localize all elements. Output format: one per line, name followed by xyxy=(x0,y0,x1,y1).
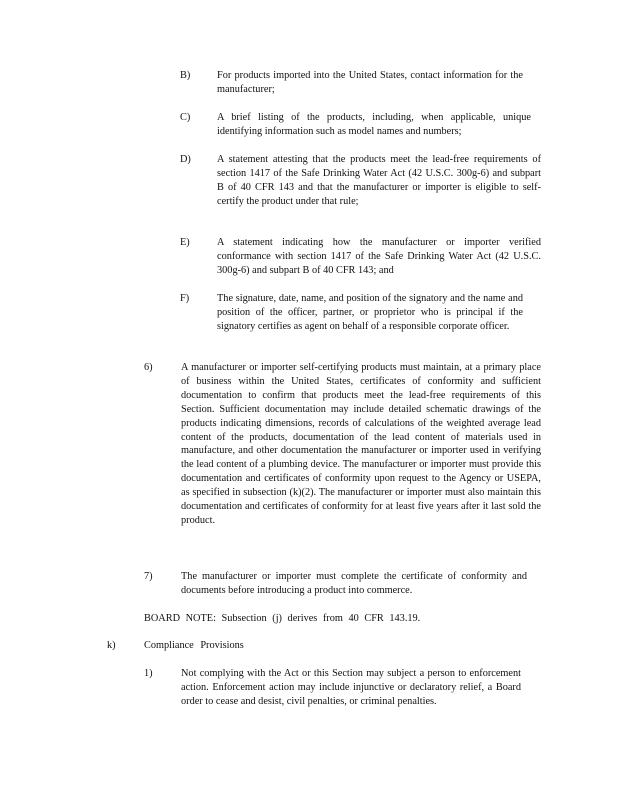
item-text-7: The manufacturer or importer must complete the certificate of conformity and documents before introducing a product into commerce. xyxy=(181,571,527,596)
item-label-7: 7) xyxy=(144,571,153,582)
sub-item-text-b: For products imported into the United States, contact information for the manufacturer; xyxy=(217,70,523,95)
section-k-item-label-1: 1) xyxy=(144,668,153,679)
sub-item-label-c: C) xyxy=(180,112,191,123)
board-note: BOARD NOTE: Subsection (j) derives from 40 CFR 143.19. xyxy=(144,613,421,624)
sub-item-text-c: A brief listing of the products, including, when applicable, unique identifying information such as model names and numbers; xyxy=(217,112,531,137)
item-label-6: 6) xyxy=(144,362,153,373)
sub-item-text-d: A statement attesting that the products meet the lead-free requirements of section 1417 of the Safe Drinking Water Act (42 U.S.C. 300g-6) and subpart B of 40 CFR 143 and that the manufacturer or importer is eligible to self-certify the product under that rule; xyxy=(217,154,541,207)
sub-item-label-e: E) xyxy=(180,237,190,248)
sub-item-label-d: D) xyxy=(180,154,191,165)
sub-item-label-f: F) xyxy=(180,293,190,304)
item-text-6: A manufacturer or importer self-certifying products must maintain, at a primary place of business within the United States, certificates of conformity and sufficient documentation to confirm that products meet the lead-free requirements of this Section. Sufficient documentation may include detailed schematic drawings of the products indicating dimensions, records of calculations of the weighted average lead content of the products, documentation of the lead content of materials used in manufacture, and other documentation the manufacturer or importer used in verifying the lead content of a plumbing device. The manufacturer or importer must provide this documentation and certificates of conformity upon request to the Agency or USEPA, as specified in subsection (k)(2). The manufacturer or importer must also maintain this documentation and certificates of conformity for at least five years after it last sold the product. xyxy=(181,362,541,526)
section-k-heading: Compliance Provisions xyxy=(144,640,244,651)
sub-item-text-e: A statement indicating how the manufacturer or importer verified conformance with section 1417 of the Safe Drinking Water Act (42 U.S.C. 300g-6) and subpart B of 40 CFR 143; and xyxy=(217,237,541,276)
section-k-label: k) xyxy=(107,640,116,651)
sub-item-label-b: B) xyxy=(180,70,191,81)
section-k-item-text-1: Not complying with the Act or this Section may subject a person to enforcement action. Enforcement action may include injunctive or declaratory relief, a Board order to cease and desist, civil penalties, or criminal penalties. xyxy=(181,668,521,707)
sub-item-text-f: The signature, date, name, and position of the signatory and the name and position of the officer, partner, or proprietor who is principal if the signatory certifies as agent on behalf of a responsible corporate officer. xyxy=(217,293,523,332)
